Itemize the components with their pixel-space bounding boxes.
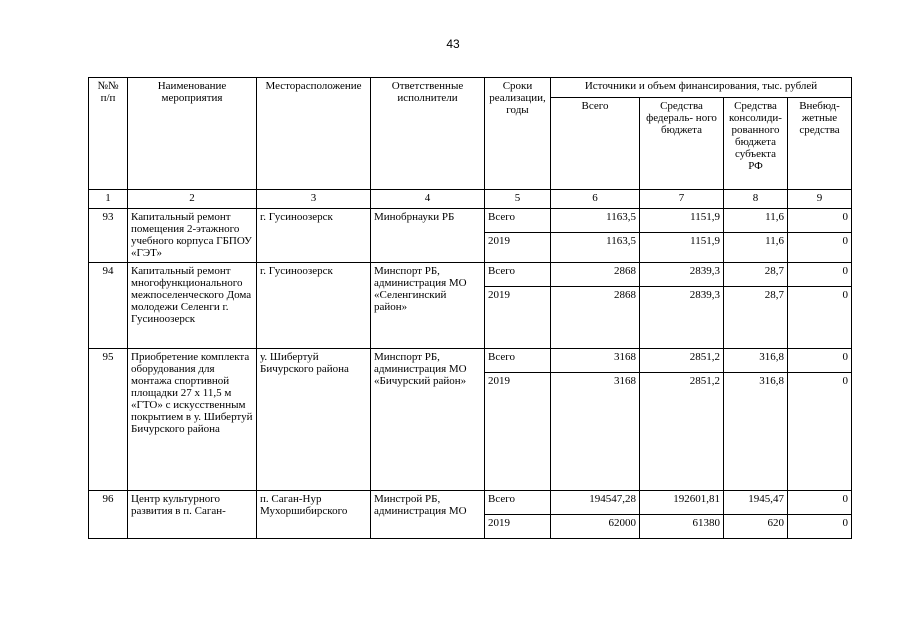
row-name: Центр культурного развития в п. Саган-	[128, 491, 257, 539]
header-consolidated: Средства консолиди- рованного бюджета субъекта РФ	[724, 98, 788, 190]
row-federal: 1151,9	[640, 233, 724, 263]
header-executors: Ответственные исполнители	[371, 78, 485, 190]
row-location: у. Шибертуй Бичурского района	[257, 349, 371, 491]
column-number: 5	[485, 190, 551, 209]
row-consolidated: 316,8	[724, 349, 788, 373]
row-federal: 2839,3	[640, 263, 724, 287]
row-total: 1163,5	[551, 233, 640, 263]
financing-table	[88, 77, 852, 539]
row-number: 93	[89, 209, 128, 263]
column-number: 7	[640, 190, 724, 209]
row-federal: 2851,2	[640, 373, 724, 491]
column-number: 3	[257, 190, 371, 209]
row-period: Всего	[485, 263, 551, 287]
page-number: 43	[446, 37, 460, 51]
header-terms: Сроки реализации, годы	[485, 78, 551, 190]
header-name: Наименование мероприятия	[128, 78, 257, 190]
row-period: 2019	[485, 233, 551, 263]
row-executors: Минстрой РБ, администрация МО	[371, 491, 485, 539]
row-number: 96	[89, 491, 128, 539]
header-row	[89, 78, 852, 98]
row-federal: 1151,9	[640, 209, 724, 233]
row-extra: 0	[788, 515, 852, 539]
row-total: 194547,28	[551, 491, 640, 515]
header-num: №№ п/п	[89, 78, 128, 190]
row-extra: 0	[788, 263, 852, 287]
row-location: г. Гусиноозерск	[257, 209, 371, 263]
row-consolidated: 28,7	[724, 287, 788, 349]
row-extra: 0	[788, 233, 852, 263]
column-numbers-row	[89, 190, 852, 209]
row-federal: 61380	[640, 515, 724, 539]
row-consolidated: 11,6	[724, 209, 788, 233]
row-federal: 2851,2	[640, 349, 724, 373]
row-extra: 0	[788, 373, 852, 491]
row-federal: 2839,3	[640, 287, 724, 349]
table-row	[89, 263, 852, 287]
row-total: 3168	[551, 373, 640, 491]
row-consolidated: 620	[724, 515, 788, 539]
column-number: 6	[551, 190, 640, 209]
row-executors: Минспорт РБ, администрация МО «Селенгинский район»	[371, 263, 485, 349]
header-federal: Средства федераль- ного бюджета	[640, 98, 724, 190]
row-consolidated: 316,8	[724, 373, 788, 491]
row-executors: Минобрнауки РБ	[371, 209, 485, 263]
table-row	[89, 491, 852, 515]
table-row	[89, 349, 852, 373]
header-total: Всего	[551, 98, 640, 190]
row-name: Приобретение комплекта оборудования для монтажа спортивной площадки 27 х 11,5 м «ГТО» с искусственным покрытием в у. Шибертуй Бичурского района	[128, 349, 257, 491]
column-number: 9	[788, 190, 852, 209]
row-extra: 0	[788, 287, 852, 349]
row-federal: 192601,81	[640, 491, 724, 515]
row-location: п. Саган-Нур Мухоршибирского	[257, 491, 371, 539]
row-period: 2019	[485, 373, 551, 491]
column-number: 8	[724, 190, 788, 209]
row-period: Всего	[485, 491, 551, 515]
row-period: Всего	[485, 209, 551, 233]
row-total: 62000	[551, 515, 640, 539]
row-name: Капитальный ремонт помещения 2-этажного учебного корпуса ГБПОУ «ГЭТ»	[128, 209, 257, 263]
row-period: Всего	[485, 349, 551, 373]
row-total: 2868	[551, 263, 640, 287]
row-number: 95	[89, 349, 128, 491]
row-location: г. Гусиноозерск	[257, 263, 371, 349]
row-consolidated: 28,7	[724, 263, 788, 287]
table-row	[89, 209, 852, 233]
column-number: 2	[128, 190, 257, 209]
column-number: 4	[371, 190, 485, 209]
row-executors: Минспорт РБ, администрация МО «Бичурский район»	[371, 349, 485, 491]
row-number: 94	[89, 263, 128, 349]
row-total: 1163,5	[551, 209, 640, 233]
header-location: Месторасположение	[257, 78, 371, 190]
column-number: 1	[89, 190, 128, 209]
row-consolidated: 1945,47	[724, 491, 788, 515]
row-extra: 0	[788, 491, 852, 515]
row-total: 2868	[551, 287, 640, 349]
row-name: Капитальный ремонт многофункционального межпоселенческого Дома молодежи Селенги г. Гусиноозерск	[128, 263, 257, 349]
header-extrabudget: Внебюд- жетные средства	[788, 98, 852, 190]
row-consolidated: 11,6	[724, 233, 788, 263]
header-sources-group: Источники и объем финансирования, тыс. рублей	[551, 78, 852, 98]
row-period: 2019	[485, 515, 551, 539]
row-extra: 0	[788, 349, 852, 373]
row-period: 2019	[485, 287, 551, 349]
row-extra: 0	[788, 209, 852, 233]
row-total: 3168	[551, 349, 640, 373]
